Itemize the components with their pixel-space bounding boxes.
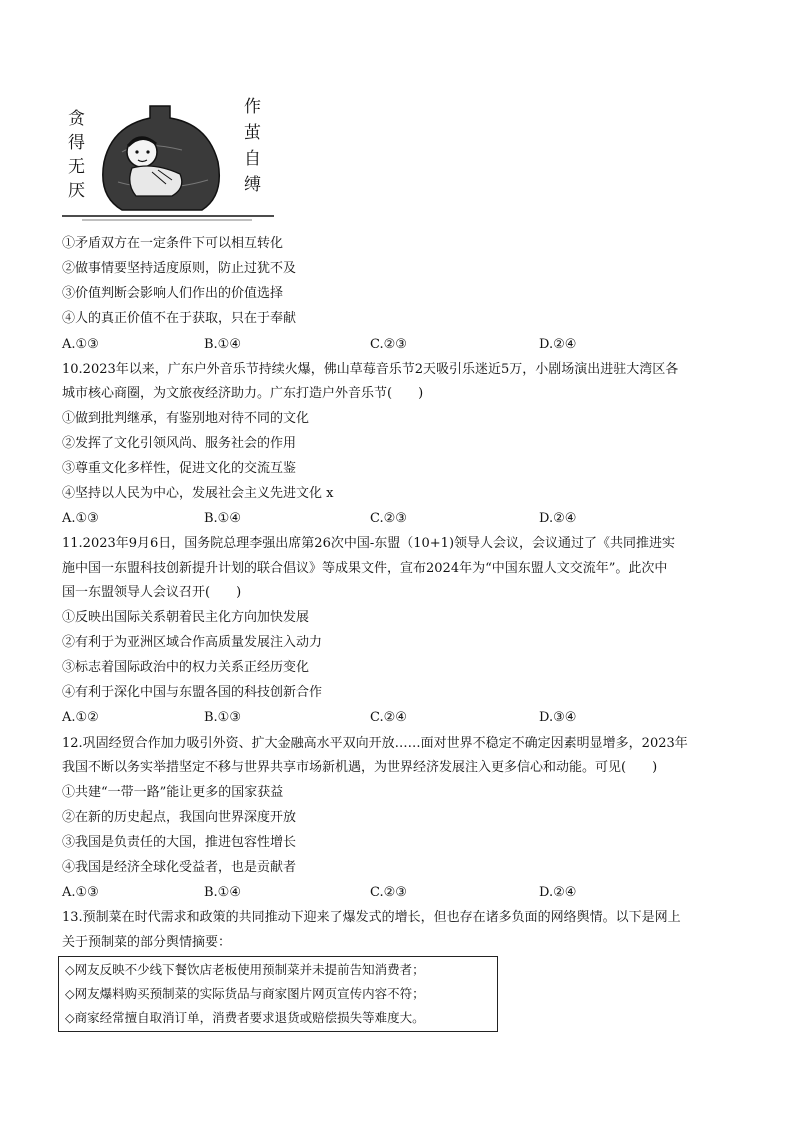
q10-option-a: A.①③ [62, 511, 99, 526]
q11-stem-line-3: 国一东盟领导人会议召开( ) [62, 585, 242, 600]
q11-option-c: C.②④ [370, 710, 407, 725]
q12-item-4: ④我国是经济全球化受益者，也是贡献者 [62, 860, 297, 875]
q11-item-3: ③标志着国际政治中的权力关系正经历变化 [62, 660, 310, 675]
q12-stem-line-1: 12.巩固经贸合作加力吸引外资、扩大金融高水平双向开放……面对世界不稳定不确定因素明显增多，2023年 [62, 736, 688, 751]
q12-option-d: D.②④ [539, 885, 577, 900]
q9-options [62, 336, 702, 354]
q13-opinion-box [58, 956, 498, 1032]
q11-options [62, 709, 702, 727]
q10-item-1: ①做到批判继承，有鉴别地对待不同的文化 [62, 411, 310, 426]
left-caption-3: 无 [68, 157, 85, 177]
q10-item-3: ③尊重文化多样性，促进文化的交流互鉴 [62, 461, 297, 476]
q11-option-a: A.①② [62, 710, 99, 725]
q12-option-b: B.①④ [204, 885, 241, 900]
q9-item-4: ④人的真正价值不在于获取，只在于奉献 [62, 311, 297, 326]
q10-item-4: ④坚持以人民为中心，发展社会主义先进文化 x [62, 486, 334, 501]
q12-options [62, 884, 702, 902]
q13-box-line-1: ◇网友反映不少线下餐饮店老板使用预制菜并未提前告知消费者； [65, 962, 425, 977]
q11-option-d: D.③④ [539, 710, 577, 725]
right-caption-2: 茧 [244, 123, 261, 143]
q12-option-a: A.①③ [62, 885, 99, 900]
q9-option-a: A.①③ [62, 337, 99, 352]
right-caption-1: 作 [244, 97, 261, 117]
q13-box-line-3: ◇商家经常擅自取消订单，消费者要求退货或赔偿损失等难度大。 [65, 1010, 425, 1025]
cartoon-illustration [62, 92, 274, 224]
q10-item-2: ②发挥了文化引领风尚、服务社会的作用 [62, 436, 297, 451]
q10-option-c: C.②③ [370, 511, 407, 526]
q9-item-1: ①矛盾双方在一定条件下可以相互转化 [62, 236, 284, 251]
q12-item-2: ②在新的历史起点，我国向世界深度开放 [62, 810, 297, 825]
q11-item-4: ④有利于深化中国与东盟各国的科技创新合作 [62, 685, 323, 700]
q12-item-3: ③我国是负责任的大国，推进包容性增长 [62, 835, 297, 850]
q9-option-b: B.①④ [204, 337, 241, 352]
q9-option-d: D.②④ [539, 337, 577, 352]
q9-item-3: ③价值判断会影响人们作出的价值选择 [62, 286, 284, 301]
q10-stem-line-1: 10.2023年以来，广东户外音乐节持续火爆，佛山草莓音乐节2天吸引乐迷近5万，小剧场演出进驻大湾区各 [62, 362, 679, 377]
q13-stem-line-2: 关于预制菜的部分舆情摘要： [62, 935, 232, 950]
q10-options [62, 510, 702, 528]
q10-stem-line-2: 城市核心商圈，为文旅夜经济助力。广东打造户外音乐节( ) [62, 386, 424, 401]
q13-stem-line-1: 13.预制菜在时代需求和政策的共同推动下迎来了爆发式的增长，但也存在诸多负面的网络舆情。以下是网上 [62, 910, 681, 925]
right-caption-4: 缚 [244, 175, 261, 195]
q12-stem-line-2: 我国不断以务实举措坚定不移与世界共享市场新机遇，为世界经济发展注入更多信心和动能。可见( ) [62, 760, 658, 775]
q11-stem-line-2: 施中国一东盟科技创新提升计划的联合倡议》等成果文件，宣布2024年为“中国东盟人文交流年”。此次中 [62, 561, 668, 576]
q11-option-b: B.①③ [204, 710, 241, 725]
q11-item-1: ①反映出国际关系朝着民主化方向加快发展 [62, 610, 310, 625]
left-caption-2: 得 [68, 133, 85, 153]
left-caption-4: 厌 [68, 181, 85, 201]
q11-stem-line-1: 11.2023年9月6日，国务院总理李强出席第26次中国-东盟（10+1)领导人会议，会议通过了《共同推进实 [62, 536, 676, 551]
q9-item-2: ②做事情要坚持适度原则，防止过犹不及 [62, 261, 297, 276]
right-caption-3: 自 [244, 149, 261, 169]
q10-option-d: D.②④ [539, 511, 577, 526]
q12-option-c: C.②③ [370, 885, 407, 900]
q12-item-1: ①共建“一带一路”能让更多的国家获益 [62, 785, 284, 800]
q11-item-2: ②有利于为亚洲区域合作高质量发展注入动力 [62, 635, 323, 650]
q10-option-b: B.①④ [204, 511, 241, 526]
q13-box-line-2: ◇网友爆料购买预制菜的实际货品与商家图片网页宣传内容不符； [65, 986, 425, 1001]
left-caption-1: 贪 [68, 109, 85, 129]
q9-option-c: C.②③ [370, 337, 407, 352]
